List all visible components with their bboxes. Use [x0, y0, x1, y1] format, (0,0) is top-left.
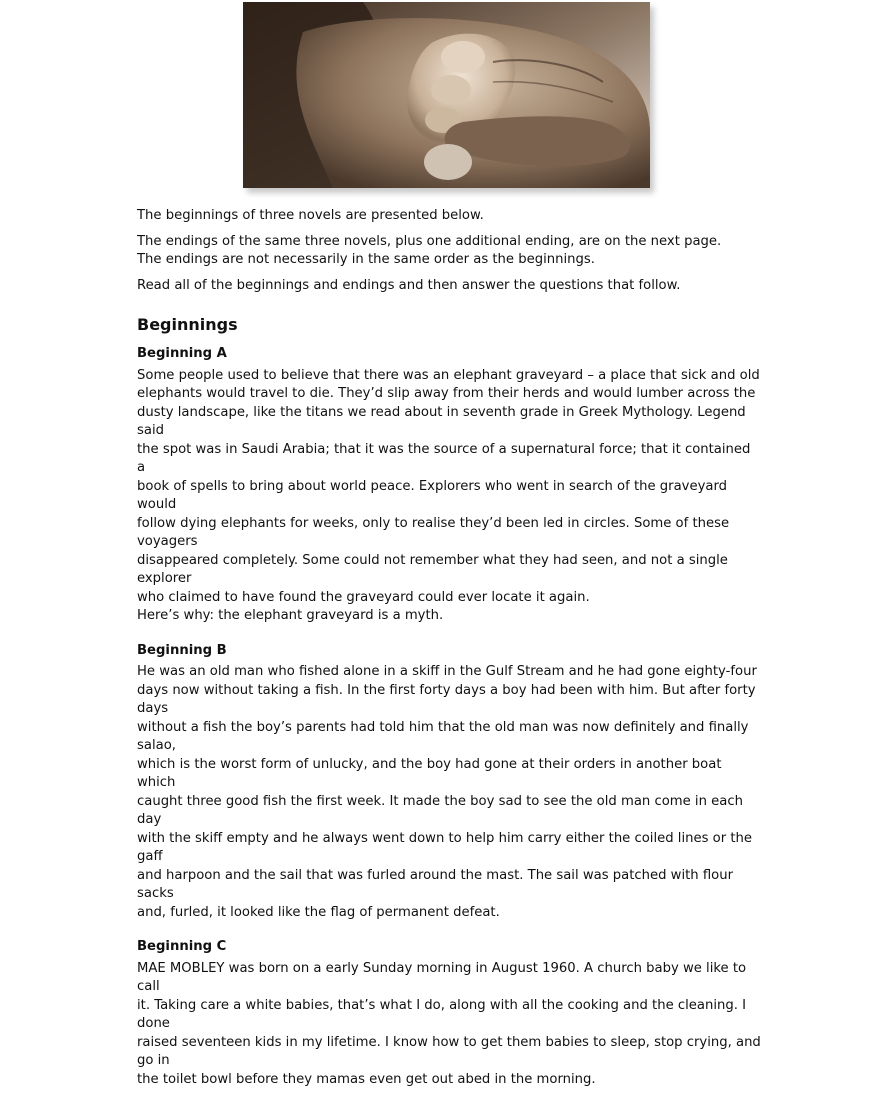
- beginning-c-line: the toilet bowl before they mamas even get out abed in the morning.: [137, 1071, 596, 1087]
- beginning-a-line: disappeared completely. Some could not remember what they had seen, and not a single explorer: [137, 552, 728, 586]
- beginning-b-line: which is the worst form of unlucky, and the boy had gone at their orders in another boat which: [137, 756, 722, 790]
- section-title: Beginnings: [137, 315, 238, 334]
- intro-text-4: Read all of the beginnings and endings and then answer the questions that follow.: [137, 277, 681, 293]
- beginning-c: [137, 938, 762, 1089]
- beginning-a-line: Here’s why: the elephant graveyard is a myth.: [137, 608, 444, 623]
- beginning-b-line: without a fish the boy’s parents had told him that the old man was now definitely and finally salao,: [137, 719, 749, 753]
- beginning-c-title: Beginning C: [137, 939, 227, 954]
- hands-photo-illustration: [243, 2, 650, 188]
- beginning-c-line: MAE MOBLEY was born on a early Sunday morning in August 1960. A church baby we like to call: [137, 960, 747, 994]
- beginning-b-line: and harpoon and the sail that was furled around the mast. The sail was patched with flour sacks: [137, 867, 733, 901]
- beginning-b-line: with the skiff empty and he always went down to help him carry either the coiled lines or the gaff: [137, 830, 752, 864]
- intro-text-2: The endings of the same three novels, plus one additional ending, are on the next page.: [137, 233, 722, 249]
- beginning-b-title: Beginning B: [137, 642, 227, 658]
- beginning-b-line: caught three good fish the first week. It made the boy sad to see the old man come in each day: [137, 793, 743, 827]
- intro-text-1: The beginnings of three novels are presented below.: [137, 208, 484, 223]
- beginning-a-title: Beginning A: [137, 346, 227, 361]
- beginning-b: [137, 642, 762, 923]
- beginning-a-line: follow dying elephants for weeks, only to realise they’d been led in circles. Some of these voyagers: [137, 515, 730, 549]
- beginning-a-line: Some people used to believe that there was an elephant graveyard – a place that sick and old: [137, 367, 760, 383]
- beginning-a-line: the spot was in Saudi Arabia; that it was the source of a supernatural force; that it contained a: [137, 441, 751, 475]
- beginning-c-line: raised seventeen kids in my lifetime. I know how to get them babies to sleep, stop crying, and go in: [137, 1034, 761, 1068]
- beginning-b-line: He was an old man who fished alone in a skiff in the Gulf Stream and he had gone eighty-four: [137, 664, 757, 679]
- beginning-a-line: dusty landscape, like the titans we read about in seventh grade in Greek Mythology. Legend said: [137, 404, 746, 438]
- hands-photo: [243, 2, 650, 188]
- beginning-a-line: who claimed to have found the graveyard could ever locate it again.: [137, 589, 590, 605]
- beginning-a: [137, 345, 762, 626]
- intro-text-3: The endings are not necessarily in the same order as the beginnings.: [137, 252, 595, 267]
- beginning-a-line: book of spells to bring about world peace. Explorers who went in search of the graveyard would: [137, 478, 728, 512]
- beginning-c-line: it. Taking care a white babies, that’s what I do, along with all the cooking and the cleaning. I done: [137, 997, 747, 1031]
- beginning-b-line: and, furled, it looked like the flag of permanent defeat.: [137, 904, 500, 920]
- beginning-b-line: days now without taking a fish. In the first forty days a boy had been with him. But after forty days: [137, 682, 756, 716]
- document-content: [137, 207, 762, 1105]
- beginning-a-line: elephants would travel to die. They’d slip away from their herds and would lumber across the: [137, 386, 756, 401]
